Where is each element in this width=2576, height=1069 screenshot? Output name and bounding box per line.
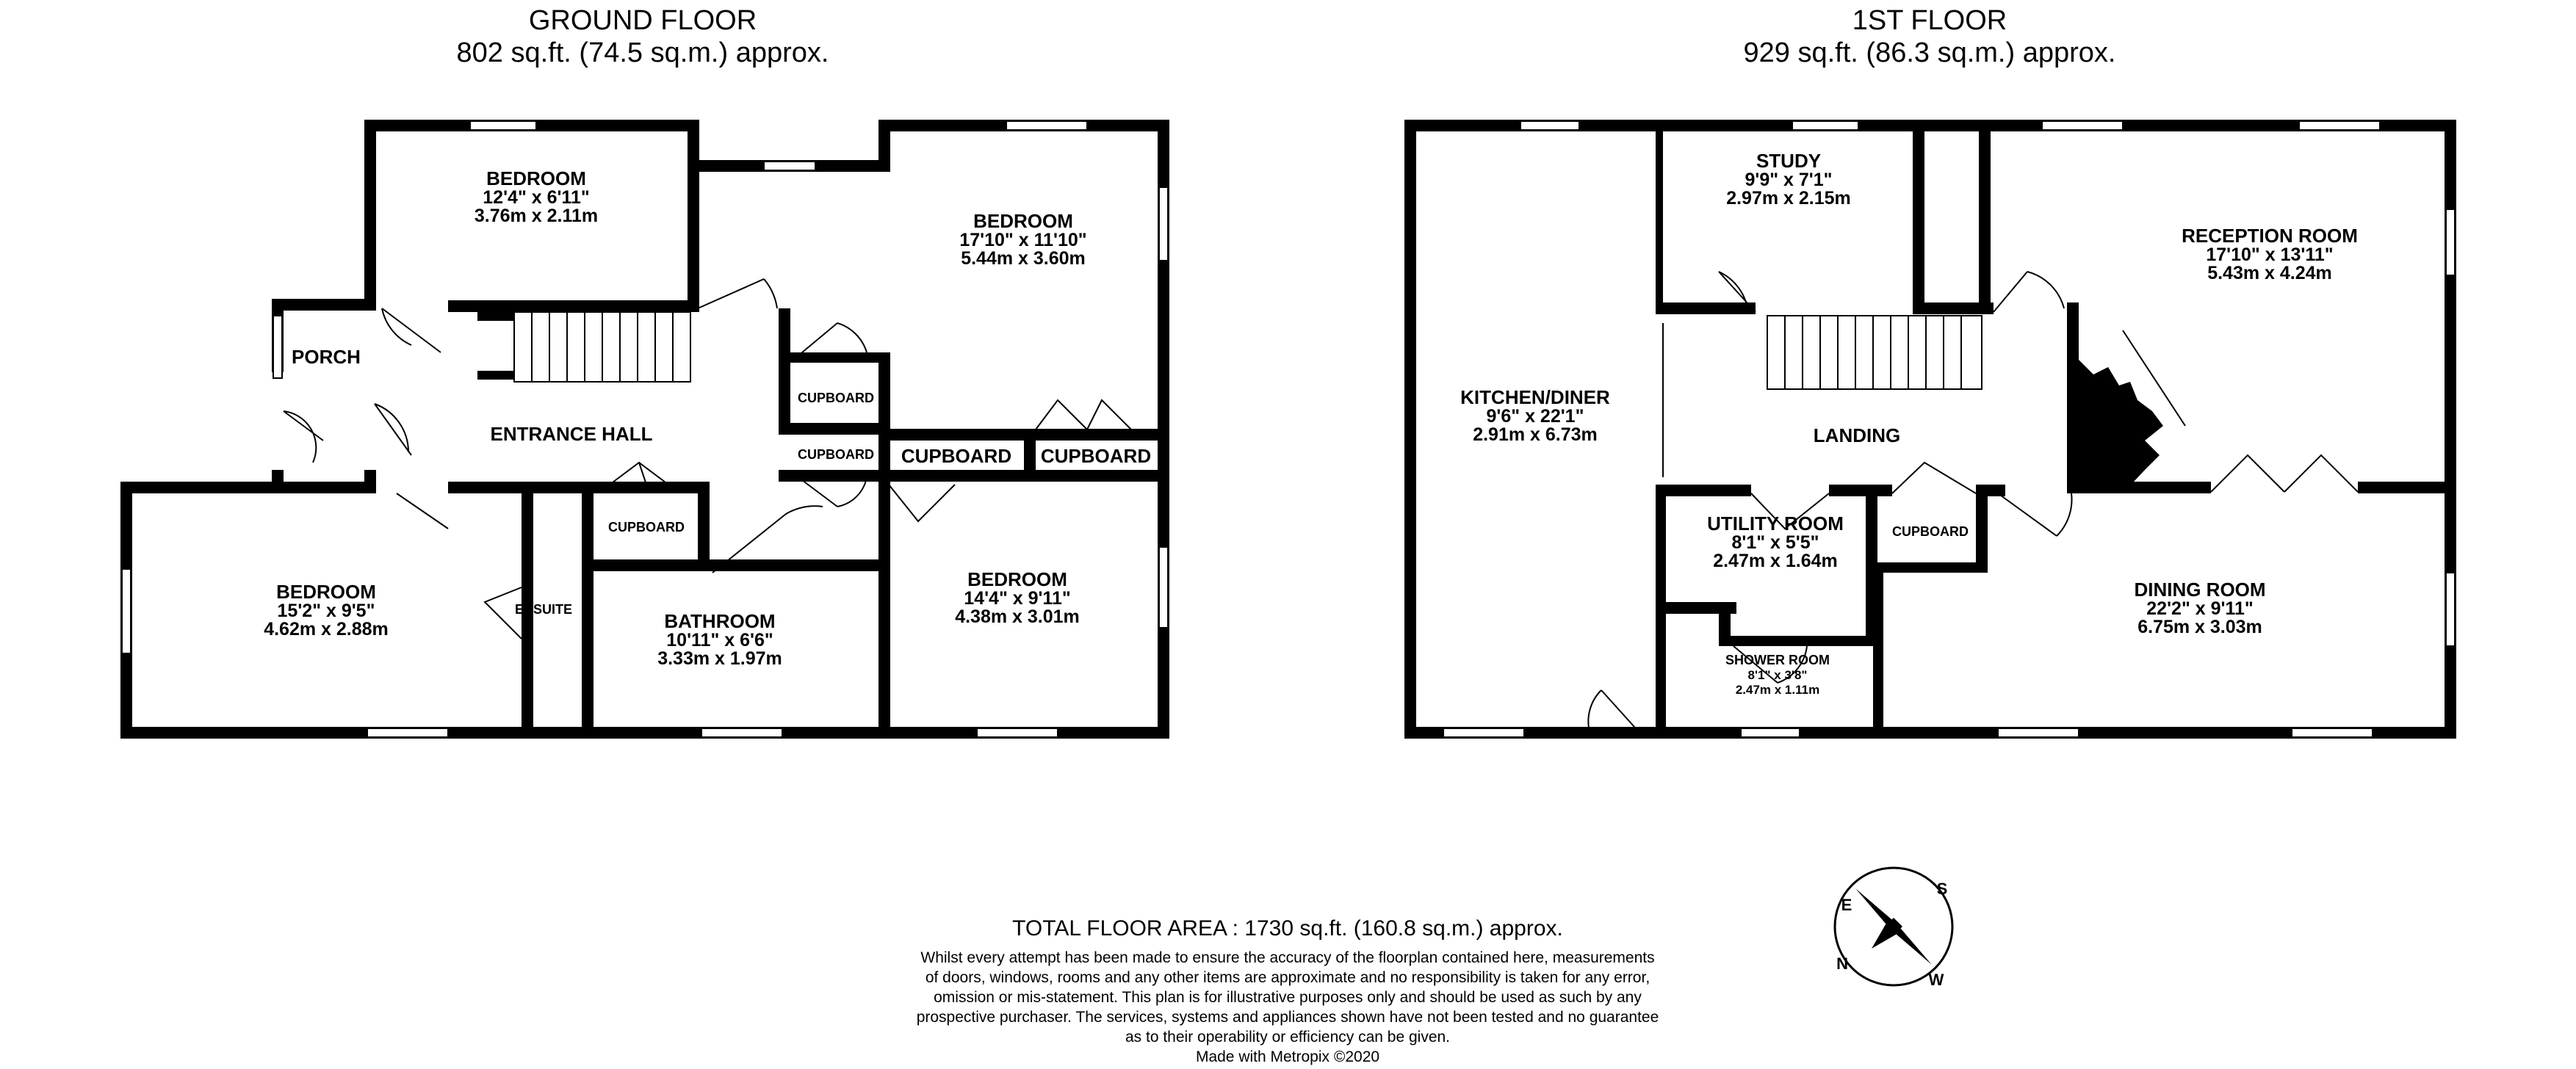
gf-bedroom-top-name: BEDROOM (486, 167, 586, 189)
compass-w: W (1928, 971, 1944, 989)
gf-cupboard-2-name: CUPBOARD (797, 447, 875, 462)
ff-reception-metric: 5.43m x 4.24m (2207, 263, 2332, 283)
gf-bedroom-br-metric: 4.38m x 3.01m (955, 606, 1080, 627)
compass-s: S (1936, 880, 1948, 898)
ff-kitchen-name: KITCHEN/DINER (1460, 386, 1610, 408)
gf-bathroom-name: BATHROOM (664, 610, 776, 632)
ff-utility-metric: 2.47m x 1.64m (1713, 551, 1838, 571)
disclaimer-line: omission or mis-statement. This plan is for illustrative purposes only and should be used as such by any (934, 989, 1642, 1006)
gf-bedroom-top-metric: 3.76m x 2.11m (474, 206, 599, 226)
ff-study-name: STUDY (1756, 150, 1822, 172)
ff-dining-name: DINING ROOM (2134, 579, 2266, 601)
gf-cupboard-3-name: CUPBOARD (901, 445, 1012, 467)
gf-bathroom-metric: 3.33m x 1.97m (657, 648, 782, 669)
gf-ensuite-name: ENSUITE (514, 602, 573, 617)
ff-study-imperial: 9'9" x 7'1" (1745, 170, 1833, 190)
gf-cupboard-5-name: CUPBOARD (607, 520, 685, 534)
gf-bedroom-left-name: BEDROOM (276, 581, 376, 603)
gf-bedroom-left-imperial: 15'2" x 9'5" (277, 601, 375, 621)
gf-bedroom-left-metric: 4.62m x 2.88m (264, 619, 389, 639)
gf-bedroom-br-imperial: 14'4" x 9'11" (964, 588, 1071, 609)
gf-bedroom-top-imperial: 12'4" x 6'11" (483, 187, 590, 208)
ground-floor-title: GROUND FLOOR (528, 5, 757, 36)
ff-kitchen-metric: 2.91m x 6.73m (1473, 424, 1598, 445)
gf-bedroom-br-name: BEDROOM (967, 568, 1067, 590)
ff-reception-imperial: 17'10" x 13'11" (2206, 244, 2334, 265)
disclaimer-line: of doors, windows, rooms and any other items are approximate and no responsibility is taken for any error, (925, 969, 1650, 986)
gf-bathroom-imperial: 10'11" x 6'6" (666, 630, 773, 651)
gf-cupboard-4-name: CUPBOARD (1040, 445, 1152, 467)
ff-dining-metric: 6.75m x 3.03m (2137, 617, 2262, 637)
gf-bedroom-right-name: BEDROOM (973, 210, 1073, 232)
ground-floor-labels (264, 167, 1151, 669)
ff-utility-imperial: 8'1" x 5'5" (1731, 532, 1819, 553)
compass-star-icon (1835, 868, 1952, 989)
ground-floor-stairs (477, 312, 690, 382)
ff-shower-name: SHOWER ROOM (1725, 653, 1830, 667)
ff-reception-name: RECEPTION ROOM (2182, 225, 2358, 247)
ground-floor-area: 802 sq.ft. (74.5 sq.m.) approx. (456, 37, 829, 68)
total-floor-area: TOTAL FLOOR AREA : 1730 sq.ft. (160.8 sq.m.) approx. (1012, 916, 1563, 941)
ff-kitchen-imperial: 9'6" x 22'1" (1486, 406, 1584, 427)
made-with: Made with Metropix ©2020 (1195, 1048, 1380, 1065)
ff-shower-imperial: 8'1" x 3'8" (1747, 668, 1808, 682)
compass-n: N (1836, 954, 1848, 973)
gf-bedroom-right-imperial: 17'10" x 11'10" (959, 230, 1087, 250)
gf-porch-name: PORCH (292, 346, 361, 368)
disclaimer (917, 949, 1659, 1065)
compass-e: E (1841, 896, 1852, 914)
ff-dining-imperial: 22'2" x 9'11" (2146, 598, 2254, 619)
ff-study-metric: 2.97m x 2.15m (1726, 188, 1851, 209)
disclaimer-line: prospective purchaser. The services, systems and appliances shown have not been tested and no guarantee (916, 1009, 1659, 1026)
ff-cupboard-name: CUPBOARD (1891, 524, 1969, 539)
gf-bedroom-right-metric: 5.44m x 3.60m (961, 248, 1086, 269)
first-floor-title: 1ST FLOOR (1852, 5, 2007, 36)
gf-entrance-hall-name: ENTRANCE HALL (490, 423, 653, 445)
first-floor-stairs (1767, 316, 1982, 389)
first-floor-labels (1460, 150, 2358, 697)
disclaimer-line: Whilst every attempt has been made to ensure the accuracy of the floorplan contained here, measurements (920, 949, 1655, 966)
ff-utility-name: UTILITY ROOM (1707, 512, 1844, 534)
disclaimer-line: as to their operability or efficiency can be given. (1125, 1029, 1451, 1046)
ff-shower-metric: 2.47m x 1.11m (1735, 683, 1820, 697)
fireplace-icon (2079, 360, 2163, 493)
ff-landing-name: LANDING (1813, 424, 1901, 446)
gf-cupboard-1-name: CUPBOARD (797, 391, 875, 405)
first-floor-area: 929 sq.ft. (86.3 sq.m.) approx. (1743, 37, 2116, 68)
